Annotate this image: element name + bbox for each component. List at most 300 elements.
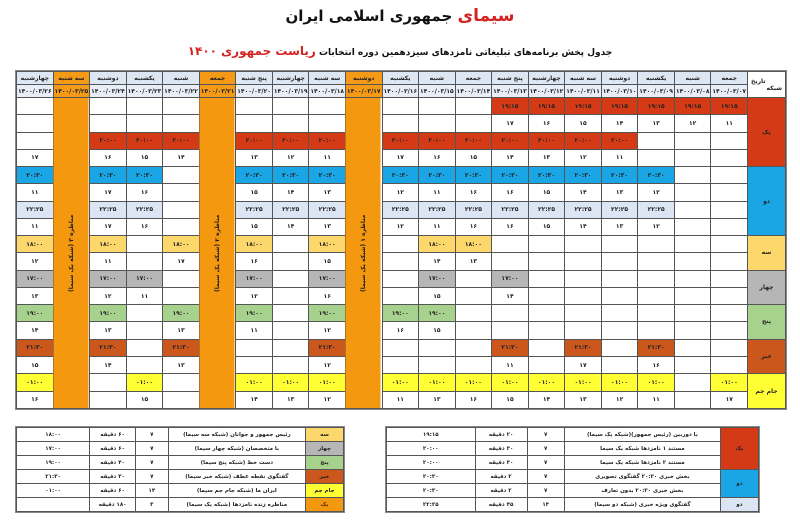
- empty-cell: [163, 374, 200, 391]
- legend-network: پنج: [306, 456, 344, 470]
- empty-cell: [674, 184, 711, 201]
- broadcast-time: ۲۲:۲۵: [90, 201, 127, 218]
- broadcast-time: ۲۲:۲۵: [272, 201, 309, 218]
- date-header: ۱۴۰۰/۰۳/۲۳: [126, 85, 163, 98]
- broadcast-time: ۲۰:۳۰: [382, 167, 419, 184]
- empty-cell: [272, 115, 309, 132]
- candidate-number: ۱۷: [711, 391, 748, 408]
- empty-cell: [674, 270, 711, 287]
- legend-program: مستند ۱ نامزدها شبکه یک سیما: [564, 442, 720, 456]
- broadcast-time: ۲۰:۳۰: [492, 167, 529, 184]
- empty-cell: [419, 356, 456, 373]
- day-header: سه شنبه: [309, 72, 346, 85]
- empty-cell: [455, 115, 492, 132]
- empty-cell: [674, 339, 711, 356]
- legend-network: یک: [306, 498, 344, 512]
- empty-cell: [382, 356, 419, 373]
- broadcast-time: ۲۰:۳۰: [309, 167, 346, 184]
- empty-cell: [163, 184, 200, 201]
- broadcast-time: ۱۹:۱۵: [601, 98, 638, 115]
- empty-cell: [163, 391, 200, 408]
- empty-cell: [528, 270, 565, 287]
- subtitle-text: جدول پخش برنامه‌های تبلیغاتی نامزدهای سیزدهمین دوره انتخابات: [318, 48, 613, 58]
- broadcast-time: ۱۷:۰۰: [126, 270, 163, 287]
- broadcast-time: ۲۰:۰۰: [126, 132, 163, 149]
- candidate-number: ۱۳: [601, 218, 638, 235]
- day-header: شنبه: [419, 72, 456, 85]
- legend-duration: ۳۰ دقیقه: [90, 470, 136, 484]
- candidate-number: ۱۶: [492, 218, 529, 235]
- broadcast-time: ۲۰:۳۰: [638, 167, 675, 184]
- candidate-number: ۱۴: [528, 391, 565, 408]
- candidate-number: ۱۲: [601, 391, 638, 408]
- candidate-number: ۱۲: [309, 356, 346, 373]
- broadcast-time: ۱۹:۰۰: [90, 305, 127, 322]
- date-header: ۱۴۰۰/۰۳/۱۱: [565, 85, 602, 98]
- candidate-number: ۱۵: [236, 184, 273, 201]
- empty-cell: [711, 218, 748, 235]
- empty-cell: [601, 270, 638, 287]
- date-header: ۱۴۰۰/۰۳/۲۱: [199, 85, 236, 98]
- candidate-number: ۱۲: [638, 218, 675, 235]
- legend-count: ۷: [527, 456, 564, 470]
- empty-cell: [272, 356, 309, 373]
- empty-cell: [528, 305, 565, 322]
- candidate-number: ۱۷: [90, 184, 127, 201]
- candidate-number: ۱۳: [455, 253, 492, 270]
- empty-cell: [674, 132, 711, 149]
- empty-cell: [163, 270, 200, 287]
- empty-cell: [236, 339, 273, 356]
- candidate-number: ۱۲: [309, 391, 346, 408]
- corner-header: [748, 72, 786, 98]
- empty-cell: [601, 253, 638, 270]
- legend-program: رئیس جمهور و جوانان (شبکه سه سیما): [168, 428, 305, 442]
- candidate-number: ۱۳: [17, 287, 54, 304]
- legend-count: ۷: [527, 470, 564, 484]
- legend-count: ۷: [527, 484, 564, 498]
- date-header: ۱۴۰۰/۰۳/۰۸: [674, 85, 711, 98]
- empty-cell: [601, 287, 638, 304]
- empty-cell: [90, 391, 127, 408]
- empty-cell: [601, 305, 638, 322]
- date-header: ۱۴۰۰/۰۳/۱۶: [382, 85, 419, 98]
- broadcast-time: ۲۱:۳۰: [163, 339, 200, 356]
- candidate-number: ۱۳: [272, 391, 309, 408]
- candidate-number: ۱۵: [528, 218, 565, 235]
- legend-count: ۱۴: [135, 484, 168, 498]
- candidate-number: ۱۱: [90, 253, 127, 270]
- empty-cell: [711, 287, 748, 304]
- empty-cell: [674, 201, 711, 218]
- candidate-number: ۱۶: [126, 184, 163, 201]
- broadcast-time: ۲۰:۰۰: [565, 132, 602, 149]
- empty-cell: [674, 374, 711, 391]
- candidate-number: ۱۶: [90, 149, 127, 166]
- empty-cell: [163, 98, 200, 115]
- empty-cell: [674, 236, 711, 253]
- empty-cell: [674, 305, 711, 322]
- candidate-number: ۱۳: [236, 149, 273, 166]
- candidate-number: ۱۱: [126, 287, 163, 304]
- empty-cell: [601, 322, 638, 339]
- candidate-number: ۱۶: [455, 218, 492, 235]
- empty-cell: [565, 236, 602, 253]
- legend-duration: ۱۸۰ دقیقه: [90, 498, 136, 512]
- empty-cell: [163, 201, 200, 218]
- empty-cell: [236, 98, 273, 115]
- broadcast-time: ۲۲:۲۵: [528, 201, 565, 218]
- candidate-number: ۱۳: [419, 391, 456, 408]
- legend-network: جام جم: [306, 484, 344, 498]
- candidate-number: ۱۵: [236, 218, 273, 235]
- legend-program: ایران ما (شبکه جام جم سیما): [168, 484, 305, 498]
- schedule-grid: [15, 70, 787, 410]
- candidate-number: ۱۴: [17, 322, 54, 339]
- brand-name: سیمای: [457, 6, 515, 26]
- broadcast-time: ۲۲:۲۵: [126, 201, 163, 218]
- candidate-number: ۱۷: [17, 149, 54, 166]
- empty-cell: [419, 98, 456, 115]
- broadcast-time: ۱۸:۰۰: [419, 236, 456, 253]
- empty-cell: [565, 322, 602, 339]
- date-header: ۱۴۰۰/۰۳/۰۹: [638, 85, 675, 98]
- broadcast-time: ۱۹:۰۰: [382, 305, 419, 322]
- empty-cell: [17, 115, 54, 132]
- empty-cell: [674, 218, 711, 235]
- candidate-number: ۱۱: [419, 184, 456, 201]
- legend-program: مستند ۲ نامزدها شبکه یک سیما: [564, 456, 720, 470]
- empty-cell: [272, 339, 309, 356]
- broadcast-time: ۲۰:۳۰: [272, 167, 309, 184]
- candidate-number: ۱۳: [163, 322, 200, 339]
- candidate-number: ۱۱: [309, 149, 346, 166]
- empty-cell: [126, 98, 163, 115]
- legend-count: ۷: [135, 456, 168, 470]
- empty-cell: [163, 167, 200, 184]
- empty-cell: [455, 287, 492, 304]
- broadcast-time: ۲۲:۲۵: [638, 201, 675, 218]
- candidate-number: ۱۶: [17, 391, 54, 408]
- page-subtitle: [0, 44, 800, 58]
- candidate-number: ۱۲: [565, 149, 602, 166]
- subtitle-accent: ریاست جمهوری ۱۴۰۰: [187, 44, 316, 58]
- candidate-number: ۱۶: [455, 184, 492, 201]
- empty-cell: [565, 305, 602, 322]
- candidate-number: ۱۵: [126, 391, 163, 408]
- legend-time: ۱۹:۰۰: [17, 456, 90, 470]
- legend-duration: ۴۵ دقیقه: [475, 498, 527, 512]
- empty-cell: [309, 115, 346, 132]
- candidate-number: ۱۱: [17, 184, 54, 201]
- broadcast-time: ۱۸:۰۰: [163, 236, 200, 253]
- empty-cell: [711, 149, 748, 166]
- empty-cell: [638, 236, 675, 253]
- day-header: چهارشنبه: [528, 72, 565, 85]
- broadcast-time: ۲۲:۲۵: [565, 201, 602, 218]
- empty-cell: [382, 236, 419, 253]
- day-header: چهارشنبه: [17, 72, 54, 85]
- candidate-number: ۱۶: [309, 287, 346, 304]
- broadcast-time: ۱۸:۰۰: [90, 236, 127, 253]
- empty-cell: [528, 287, 565, 304]
- legend-time: ۰۱:۰۰: [17, 484, 90, 498]
- debate-column: مناظره ۳ (شبکه یک سیما): [53, 98, 90, 409]
- empty-cell: [528, 356, 565, 373]
- broadcast-time: ۰۱:۰۰: [638, 374, 675, 391]
- broadcast-time: ۲۰:۳۰: [236, 167, 273, 184]
- empty-cell: [711, 167, 748, 184]
- legend-count: ۷: [135, 442, 168, 456]
- legend-count: ۷: [135, 428, 168, 442]
- candidate-number: ۱۵: [455, 149, 492, 166]
- broadcast-time: ۱۹:۰۰: [17, 305, 54, 322]
- legend-program: گفتگوی نقطه عطف (شبکه خبر سیما): [168, 470, 305, 484]
- empty-cell: [711, 253, 748, 270]
- candidate-number: ۱۶: [236, 253, 273, 270]
- empty-cell: [711, 236, 748, 253]
- candidate-number: ۱۵: [309, 253, 346, 270]
- empty-cell: [711, 201, 748, 218]
- schedule-table: [16, 71, 786, 409]
- legend-count: ۷: [135, 470, 168, 484]
- legend-time: ۲۰:۰۰: [387, 442, 476, 456]
- candidate-number: ۱۴: [272, 218, 309, 235]
- empty-cell: [601, 339, 638, 356]
- candidate-number: ۱۱: [711, 115, 748, 132]
- candidate-number: ۱۷: [382, 149, 419, 166]
- candidate-number: ۱۲: [17, 253, 54, 270]
- legend-program: بخش خبری ۲۰:۳۰ بدون تعارف: [564, 484, 720, 498]
- legend-time: ۱۸:۰۰: [17, 428, 90, 442]
- legend-program: مناظره زنده نامزدها (شبکه یک سیما): [168, 498, 305, 512]
- empty-cell: [711, 132, 748, 149]
- day-header: یکشنبه: [382, 72, 419, 85]
- empty-cell: [163, 287, 200, 304]
- broadcast-time: ۲۱:۳۰: [565, 339, 602, 356]
- day-header: شنبه: [674, 72, 711, 85]
- candidate-number: ۱۵: [126, 149, 163, 166]
- empty-cell: [272, 98, 309, 115]
- empty-cell: [126, 356, 163, 373]
- debate-column: مناظره ۱ (شبکه یک سیما): [345, 98, 382, 409]
- empty-cell: [382, 339, 419, 356]
- day-header: یکشنبه: [638, 72, 675, 85]
- legend-time: ۲۰:۳۰: [387, 484, 476, 498]
- empty-cell: [272, 287, 309, 304]
- empty-cell: [17, 132, 54, 149]
- broadcast-time: ۱۸:۰۰: [455, 236, 492, 253]
- candidate-number: ۱۲: [638, 184, 675, 201]
- network-label-7: جام جم: [748, 374, 786, 409]
- legend-network: سه: [306, 428, 344, 442]
- candidate-number: ۱۲: [272, 149, 309, 166]
- empty-cell: [455, 305, 492, 322]
- broadcast-time: ۱۹:۱۵: [565, 98, 602, 115]
- broadcast-time: ۲۲:۲۵: [309, 201, 346, 218]
- empty-cell: [638, 253, 675, 270]
- empty-cell: [638, 287, 675, 304]
- legend-program: بخش خبری ۲۰:۳۰ گفتگوی تصویری: [564, 470, 720, 484]
- empty-cell: [126, 322, 163, 339]
- broadcast-time: ۲۰:۰۰: [382, 132, 419, 149]
- broadcast-time: ۱۷:۰۰: [236, 270, 273, 287]
- empty-cell: [272, 253, 309, 270]
- date-header: ۱۴۰۰/۰۳/۱۰: [601, 85, 638, 98]
- empty-cell: [674, 356, 711, 373]
- broadcast-time: ۲۲:۲۵: [455, 201, 492, 218]
- candidate-number: ۱۵: [492, 391, 529, 408]
- legend-duration: ۶۰ دقیقه: [90, 442, 136, 456]
- broadcast-time: ۱۹:۱۵: [638, 98, 675, 115]
- legend-program: دست خط (شبکه پنج سیما): [168, 456, 305, 470]
- broadcast-time: ۲۰:۳۰: [565, 167, 602, 184]
- date-header: ۱۴۰۰/۰۳/۱۲: [528, 85, 565, 98]
- legend-duration: ۳۰ دقیقه: [475, 442, 527, 456]
- candidate-number: ۱۵: [419, 322, 456, 339]
- broadcast-time: ۲۰:۳۰: [601, 167, 638, 184]
- empty-cell: [492, 253, 529, 270]
- empty-cell: [455, 339, 492, 356]
- candidate-number: ۱۱: [382, 391, 419, 408]
- broadcast-time: ۱۸:۰۰: [309, 236, 346, 253]
- legend-network: دو: [721, 470, 759, 498]
- candidate-number: ۱۴: [90, 356, 127, 373]
- empty-cell: [601, 356, 638, 373]
- legend-time: ۱۹:۱۵: [387, 428, 476, 442]
- empty-cell: [90, 115, 127, 132]
- candidate-number: ۱۶: [638, 356, 675, 373]
- legend-program: با دوربین (رئیس جمهور)(شبکه یک سیما): [564, 428, 720, 442]
- empty-cell: [382, 253, 419, 270]
- legend-time: ۲۰:۰۰: [387, 456, 476, 470]
- broadcast-time: ۲۱:۳۰: [638, 339, 675, 356]
- legend-count: ۷: [527, 428, 564, 442]
- broadcast-time: ۲۰:۳۰: [455, 167, 492, 184]
- empty-cell: [90, 374, 127, 391]
- day-header: جمعه: [455, 72, 492, 85]
- broadcast-time: ۲۰:۰۰: [528, 132, 565, 149]
- candidate-number: ۱۳: [601, 184, 638, 201]
- broadcast-time: ۱۸:۰۰: [17, 236, 54, 253]
- legend-count: ۱۴: [527, 498, 564, 512]
- candidate-number: ۱۲: [309, 322, 346, 339]
- broadcast-time: ۰۱:۰۰: [17, 374, 54, 391]
- empty-cell: [674, 287, 711, 304]
- network-label-5: پنج: [748, 305, 786, 340]
- broadcast-time: ۲۲:۲۵: [419, 201, 456, 218]
- candidate-number: ۱۲: [674, 115, 711, 132]
- broadcast-time: ۰۱:۰۰: [309, 374, 346, 391]
- empty-cell: [126, 253, 163, 270]
- empty-cell: [455, 270, 492, 287]
- broadcast-time: ۰۱:۰۰: [565, 374, 602, 391]
- empty-cell: [711, 305, 748, 322]
- empty-cell: [272, 305, 309, 322]
- empty-cell: [674, 322, 711, 339]
- empty-cell: [309, 98, 346, 115]
- legend-count: ۷: [527, 442, 564, 456]
- empty-cell: [236, 356, 273, 373]
- empty-cell: [455, 322, 492, 339]
- broadcast-time: ۲۲:۲۵: [236, 201, 273, 218]
- empty-cell: [382, 115, 419, 132]
- broadcast-time: ۲۱:۳۰: [17, 339, 54, 356]
- broadcast-time: ۲۰:۰۰: [455, 132, 492, 149]
- candidate-number: ۱۳: [528, 149, 565, 166]
- empty-cell: [674, 253, 711, 270]
- legend-time: ۲۰:۳۰: [387, 470, 476, 484]
- date-header: ۱۴۰۰/۰۳/۱۷: [345, 85, 382, 98]
- empty-cell: [419, 115, 456, 132]
- legend-time: [17, 498, 90, 512]
- day-header: شنبه: [163, 72, 200, 85]
- empty-cell: [638, 322, 675, 339]
- legend-duration: ۲۰ دقیقه: [475, 428, 527, 442]
- date-header: ۱۴۰۰/۰۳/۲۴: [90, 85, 127, 98]
- date-header: ۱۴۰۰/۰۳/۱۵: [419, 85, 456, 98]
- broadcast-time: ۱۹:۱۵: [492, 98, 529, 115]
- broadcast-time: ۰۱:۰۰: [126, 374, 163, 391]
- candidate-number: ۱۶: [419, 149, 456, 166]
- broadcast-time: ۲۰:۳۰: [126, 167, 163, 184]
- candidate-number: ۱۱: [419, 218, 456, 235]
- empty-cell: [163, 218, 200, 235]
- empty-cell: [272, 236, 309, 253]
- network-label-6: خبر: [748, 339, 786, 374]
- legend-time: ۲۲:۲۵: [387, 498, 476, 512]
- broadcast-time: ۱۹:۰۰: [163, 305, 200, 322]
- legend-duration: ۲ دقیقه: [475, 484, 527, 498]
- candidate-number: ۱۳: [163, 356, 200, 373]
- candidate-number: ۱۳: [565, 391, 602, 408]
- candidate-number: ۱۴: [272, 184, 309, 201]
- legend-program: گفتگوی ویژه خبری (شبکه دو سیما): [564, 498, 720, 512]
- candidate-number: ۱۳: [309, 218, 346, 235]
- broadcast-time: ۲۰:۰۰: [163, 132, 200, 149]
- candidate-number: ۱۴: [163, 149, 200, 166]
- candidate-number: ۱۴: [492, 287, 529, 304]
- debate-column: مناظره ۲ (شبکه یک سیما): [199, 98, 236, 409]
- broadcast-time: ۲۱:۳۰: [90, 339, 127, 356]
- broadcast-time: ۲۲:۲۵: [17, 201, 54, 218]
- day-header: پنج شنبه: [236, 72, 273, 85]
- empty-cell: [528, 236, 565, 253]
- empty-cell: [126, 236, 163, 253]
- broadcast-time: ۲۰:۳۰: [17, 167, 54, 184]
- date-header: ۱۴۰۰/۰۳/۲۵: [53, 85, 90, 98]
- title-rest: جمهوری اسلامی ایران: [285, 7, 453, 25]
- broadcast-time: ۲۰:۰۰: [90, 132, 127, 149]
- empty-cell: [711, 339, 748, 356]
- network-label-3: سه: [748, 236, 786, 271]
- candidate-number: ۱۷: [492, 115, 529, 132]
- empty-cell: [272, 270, 309, 287]
- date-header: ۱۴۰۰/۰۳/۰۷: [711, 85, 748, 98]
- empty-cell: [674, 167, 711, 184]
- candidate-number: ۱۶: [528, 115, 565, 132]
- day-header: جمعه: [199, 72, 236, 85]
- empty-cell: [601, 236, 638, 253]
- candidate-number: ۱۲: [90, 287, 127, 304]
- day-header: سه شنبه: [565, 72, 602, 85]
- broadcast-time: ۰۱:۰۰: [528, 374, 565, 391]
- broadcast-time: ۲۰:۰۰: [492, 132, 529, 149]
- empty-cell: [126, 305, 163, 322]
- broadcast-time: ۲۲:۲۵: [382, 201, 419, 218]
- empty-cell: [528, 322, 565, 339]
- candidate-number: ۱۴: [565, 184, 602, 201]
